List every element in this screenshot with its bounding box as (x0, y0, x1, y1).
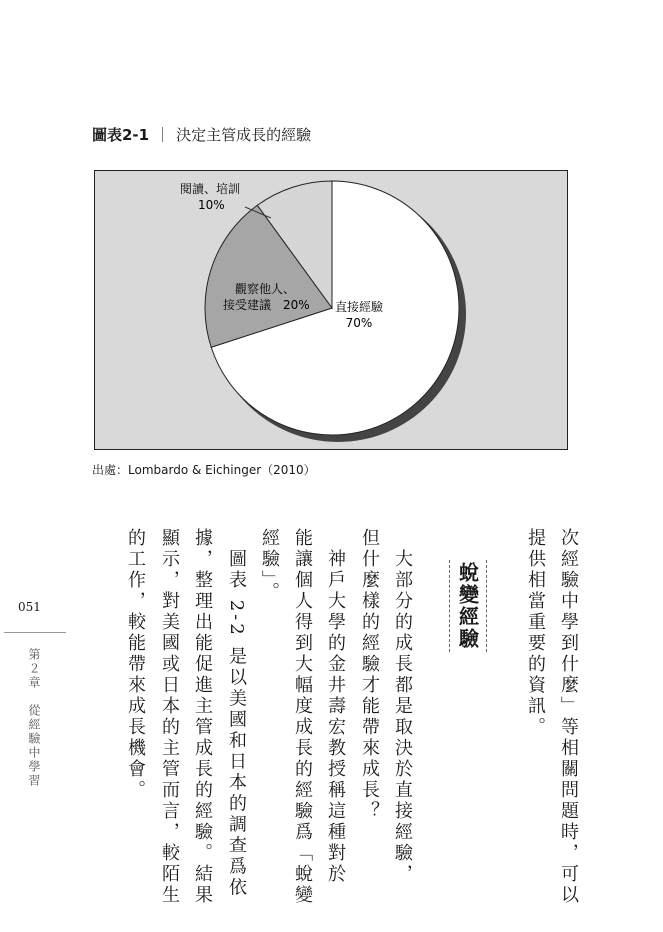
section-heading: 蛻變經驗 (449, 560, 487, 652)
text-column: 能讓個人得到大幅度成長的經驗爲「蛻變 (292, 528, 313, 906)
text-column: 大部分的成長都是取決於直接經驗， (392, 528, 413, 885)
text-column: 據，整理出能促進主管成長的經驗。結果 (192, 528, 213, 906)
page-divider (4, 632, 66, 633)
slice-value-reading: 10% (198, 198, 225, 212)
slice-label-observe: 觀察他人、 (235, 282, 296, 296)
text-column: 神戶大學的金井壽宏教授稱這種對於 (325, 528, 346, 885)
page-number: 051 (18, 600, 41, 614)
chapter-label: 第２章 從經驗中學習 (27, 648, 41, 788)
text-column: 次經驗中學到什麼」等相關問題時，可以 (558, 528, 579, 906)
text-column: 顯示，對美國或日本的主管而言，較陌生 (159, 528, 180, 906)
text-column: 提供相當重要的資訊。 (525, 528, 546, 738)
slice-value-observe: 接受建議 20% (223, 298, 310, 312)
slice-label-reading: 閱讀、培訓 (180, 182, 241, 196)
text-column: 經驗」。 (259, 528, 280, 603)
slice-value-direct: 70% (345, 316, 373, 330)
figure-caption: 決定主管成長的經驗 (176, 126, 312, 144)
slice-label-direct: 直接經驗 (334, 300, 384, 314)
figure-number: 圖表2-1 (92, 126, 150, 144)
figure-separator: ｜ (155, 126, 171, 144)
text-column: 但什麼樣的經驗才能帶來成長？ (359, 528, 380, 822)
figure-title (92, 124, 311, 145)
figure-source: 出處：Lombardo & Eichinger（2010） (92, 463, 316, 477)
text-column: 的工作，較能帶來成長機會。 (125, 528, 146, 801)
text-column: 圖表 2-2 是以美國和日本的調查爲依 (226, 528, 247, 899)
pie-chart (95, 171, 569, 451)
pie-chart-panel (94, 170, 568, 450)
